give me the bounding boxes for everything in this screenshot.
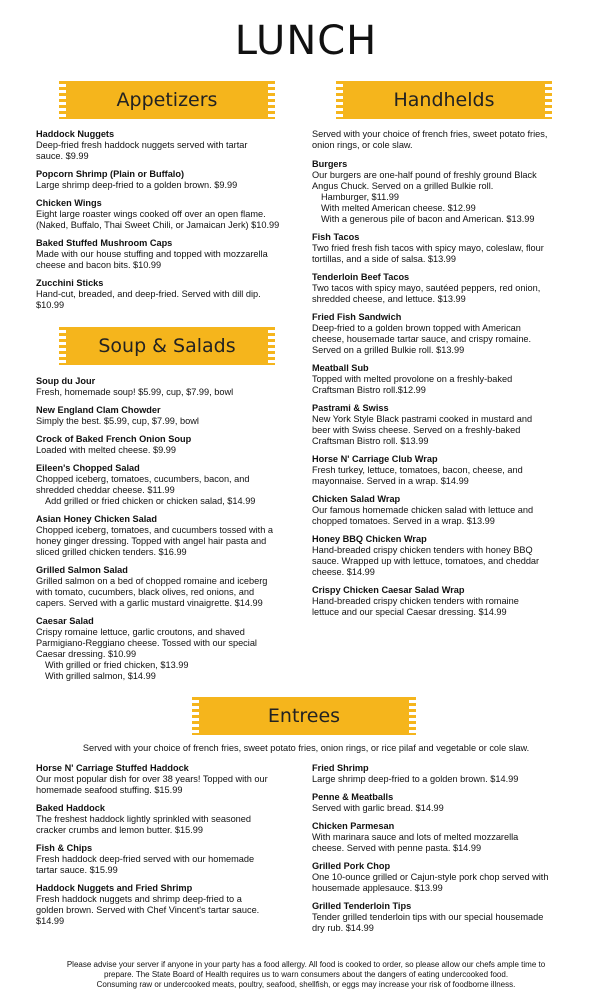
menu-item-description: Our famous homemade chicken salad with lettuce and	[312, 505, 534, 515]
menu-item-description: Fresh turkey, lettuce, tomatoes, bacon, cheese, and	[312, 465, 523, 475]
menu-item-description: Fresh, homemade soup! $5.99, cup, $7.99, bowl	[36, 387, 234, 397]
handhelds-intro	[312, 129, 584, 151]
menu-item-description: Large shrimp deep-fried to a golden brown. $14.99	[312, 774, 519, 784]
menu-item-description: Caesar dressing. $10.99	[36, 649, 137, 659]
menu-item-name: Fried Shrimp	[312, 763, 369, 773]
menu-item-name: Crispy Chicken Caesar Salad Wrap	[312, 585, 465, 595]
menu-item	[36, 514, 304, 558]
menu-item-description: cheese and bacon bits. $10.99	[36, 260, 162, 270]
menu-item-description: Served on a grilled Bulkie roll. $13.99	[312, 345, 465, 355]
menu-item	[312, 494, 584, 527]
menu-item	[312, 534, 584, 578]
soups-banner	[66, 327, 268, 365]
menu-item	[36, 278, 304, 311]
menu-item-description: Hand-breaded crispy chicken tenders with honey BBQ	[312, 545, 533, 555]
menu-item-name: Caesar Salad	[36, 616, 94, 626]
menu-item-description: honey ginger dressing. Topped with angel hair pasta and	[36, 536, 267, 546]
menu-item-description: Chopped iceberg, tomatoes, and cucumbers tossed with a	[36, 525, 273, 535]
menu-item	[36, 434, 304, 456]
menu-item	[36, 843, 304, 876]
menu-item	[36, 565, 304, 609]
appetizers-banner	[66, 81, 268, 119]
menu-item-description: cheese, housemade tartar sauce, and crispy romaine.	[312, 334, 532, 344]
menu-item-name: Chicken Parmesan	[312, 821, 395, 831]
menu-item-option: Add grilled or fried chicken or chicken salad, $14.99	[45, 496, 256, 506]
menu-item-description: Craftsman Bistro roll. $13.99	[312, 436, 429, 446]
menu-item-name: Crock of Baked French Onion Soup	[36, 434, 192, 444]
menu-item-name: Haddock Nuggets and Fried Shrimp	[36, 883, 193, 893]
menu-item-description: Hand-cut, breaded, and deep-fried. Served with dill dip.	[36, 289, 261, 299]
menu-item-description: Eight large roaster wings cooked off over an open flame.	[36, 209, 266, 219]
menu-item	[312, 159, 584, 225]
menu-item-name: Tenderloin Beef Tacos	[312, 272, 410, 282]
menu-item-description: Angus Chuck. Served on a grilled Bulkie roll.	[312, 181, 494, 191]
menu-item-description: capers. Served with a garlic mustard vinaigrette. $14.99	[36, 598, 263, 608]
menu-item-description: With marinara sauce and lots of melted mozzarella	[312, 832, 519, 842]
footer-line: Consuming raw or undercooked meats, poultry, seafood, shellfish, or eggs may increase your risk of foodborne illness.	[96, 980, 516, 989]
menu-item-name: Baked Stuffed Mushroom Caps	[36, 238, 173, 248]
menu-item-name: Horse N' Carriage Stuffed Haddock	[36, 763, 189, 773]
appetizers-list	[36, 129, 304, 318]
menu-item	[36, 763, 304, 796]
menu-item	[36, 463, 304, 507]
menu-item-description: Our burgers are one-half pound of freshly ground Black	[312, 170, 537, 180]
menu-item-description: sliced grilled chicken tenders. $16.99	[36, 547, 187, 557]
menu-item-description: Our most popular dish for over 38 years! Topped with our	[36, 774, 268, 784]
menu-item	[36, 616, 304, 682]
menu-item	[312, 763, 584, 785]
menu-item-description: homemade seafood stuffing. $15.99	[36, 785, 183, 795]
menu-item	[36, 198, 304, 231]
menu-item	[312, 585, 584, 618]
menu-item	[36, 883, 304, 927]
menu-item-name: Honey BBQ Chicken Wrap	[312, 534, 427, 544]
soups-list	[36, 376, 304, 689]
menu-item-name: Burgers	[312, 159, 348, 169]
menu-item-description: Two fried fresh fish tacos with spicy mayo, coleslaw, flour	[312, 243, 544, 253]
menu-item-description: Fresh haddock deep-fried served with our homemade	[36, 854, 255, 864]
menu-item-name: Chicken Wings	[36, 198, 102, 208]
menu-item	[312, 821, 584, 854]
menu-item-description: sauce. Wrapped up with lettuce, tomatoes, and cheddar	[312, 556, 540, 566]
menu-item-description: Topped with melted provolone on a freshly-baked	[312, 374, 513, 384]
menu-item-description: The freshest haddock lightly sprinkled with seasoned	[36, 814, 252, 824]
menu-item-name: Grilled Salmon Salad	[36, 565, 128, 575]
menu-item-name: Eileen's Chopped Salad	[36, 463, 140, 473]
menu-item	[36, 169, 304, 191]
menu-item-description: Hand-breaded crispy chicken tenders with romaine	[312, 596, 519, 606]
menu-item-name: Penne & Meatballs	[312, 792, 394, 802]
menu-item-description: cracker crumbs and lemon butter. $15.99	[36, 825, 203, 835]
menu-item-description: Chopped iceberg, tomatoes, cucumbers, bacon, and	[36, 474, 250, 484]
menu-item-description: shredded cheddar cheese. $11.99	[36, 485, 175, 495]
menu-item-name: Baked Haddock	[36, 803, 105, 813]
entrees-right-list	[312, 763, 584, 941]
menu-item-description: Large shrimp deep-fried to a golden brown. $9.99	[36, 180, 238, 190]
menu-item-description: chopped tomatoes. Served in a wrap. $13.99	[312, 516, 495, 526]
menu-item-description: Served with garlic bread. $14.99	[312, 803, 444, 813]
menu-item-name: Grilled Tenderloin Tips	[312, 901, 412, 911]
menu-item-name: Horse N' Carriage Club Wrap	[312, 454, 438, 464]
menu-item-name: Fish Tacos	[312, 232, 360, 242]
menu-item-name: New England Clam Chowder	[36, 405, 161, 415]
menu-item-description: Loaded with melted cheese. $9.99	[36, 445, 176, 455]
menu-item	[36, 803, 304, 836]
entrees-heading: Entrees	[267, 705, 341, 727]
menu-item-option: With grilled or fried chicken, $13.99	[45, 660, 189, 670]
menu-item-name: Pastrami & Swiss	[312, 403, 389, 413]
menu-item-name: Haddock Nuggets	[36, 129, 115, 139]
entrees-left-list	[36, 763, 304, 934]
menu-item	[312, 792, 584, 814]
entrees-banner	[199, 697, 409, 735]
appetizers-heading: Appetizers	[116, 89, 218, 111]
handhelds-heading: Handhelds	[393, 89, 495, 111]
menu-item-description: tartar sauce. $15.99	[36, 865, 118, 875]
menu-item-description: Two tacos with spicy mayo, sautéed peppers, red onion,	[312, 283, 541, 293]
menu-item-description: One 10-ounce grilled or Cajun-style pork chop served with	[312, 872, 549, 882]
menu-item-description: New York Style Black pastrami cooked in mustard and	[312, 414, 533, 424]
menu-item-description: Deep-fried fresh haddock nuggets served with tartar	[36, 140, 248, 150]
menu-item-option: With grilled salmon, $14.99	[45, 671, 156, 681]
menu-item-description: golden brown. Served with Chef Vincent's tartar sauce.	[36, 905, 260, 915]
menu-item-description: lettuce and our special Caesar dressing. $14.99	[312, 607, 507, 617]
menu-item	[36, 238, 304, 271]
menu-item-description: tortillas, and a side of salsa. $13.99	[312, 254, 457, 264]
menu-item-description: sauce. $9.99	[36, 151, 89, 161]
menu-item-name: Fish & Chips	[36, 843, 93, 853]
menu-item	[312, 363, 584, 396]
menu-item	[36, 405, 304, 427]
menu-item-name: Fried Fish Sandwich	[312, 312, 402, 322]
menu-item	[312, 272, 584, 305]
menu-item-description: Crispy romaine lettuce, garlic croutons, and shaved	[36, 627, 245, 637]
handhelds-intro-line: Served with your choice of french fries, sweet potato fries,	[312, 129, 548, 139]
menu-item-description: Deep-fried to a golden brown topped with American	[312, 323, 521, 333]
menu-item-name: Asian Honey Chicken Salad	[36, 514, 158, 524]
handhelds-list	[312, 129, 584, 625]
menu-item	[36, 376, 304, 398]
menu-item-description: (Naked, Buffalo, Thai Sweet Chili, or Jamaican Jerk) $10.99	[36, 220, 280, 230]
menu-item-description: Made with our house stuffing and topped with mozzarella	[36, 249, 268, 259]
menu-item-description: beer with Swiss cheese. Served on a freshly-baked	[312, 425, 521, 435]
menu-item-name: Zucchini Sticks	[36, 278, 104, 288]
allergy-footer	[30, 960, 582, 990]
menu-item	[36, 129, 304, 162]
menu-item	[312, 403, 584, 447]
menu-item-description: cheese. Served with penne pasta. $14.99	[312, 843, 482, 853]
menu-item-name: Soup du Jour	[36, 376, 96, 386]
menu-item	[312, 232, 584, 265]
menu-item-name: Grilled Pork Chop	[312, 861, 391, 871]
footer-line: prepare. The State Board of Health requires us to warn consumers about the dangers of eating undercooked food.	[103, 970, 509, 979]
menu-item-name: Popcorn Shrimp (Plain or Buffalo)	[36, 169, 185, 179]
menu-item-description: mayonnaise. Served in a wrap. $14.99	[312, 476, 469, 486]
menu-item-name: Meatball Sub	[312, 363, 369, 373]
menu-item-option: With melted American cheese. $12.99	[321, 203, 476, 213]
menu-item-option: Hamburger, $11.99	[321, 192, 399, 202]
entrees-intro: Served with your choice of french fries, sweet potato fries, onion rings, or rice pilaf and vegetable or cole slaw.	[82, 743, 530, 753]
handhelds-intro-line: onion rings, or cole slaw.	[312, 140, 413, 150]
menu-item-description: cheese. $14.99	[312, 567, 375, 577]
menu-item-description: Tender grilled tenderloin tips with our special housemade	[312, 912, 544, 922]
menu-item	[312, 454, 584, 487]
menu-item-description: Craftsman Bistro roll.$12.99	[312, 385, 426, 395]
handhelds-banner	[343, 81, 545, 119]
footer-line: Please advise your server if anyone in your party has a food allergy. All food is cooked to order, so please allow our chefs ample time to	[66, 960, 546, 969]
menu-item-description: $14.99	[36, 916, 65, 926]
menu-item-name: Chicken Salad Wrap	[312, 494, 401, 504]
menu-item	[312, 312, 584, 356]
menu-item-description: shredded cheese, and lettuce. $13.99	[312, 294, 466, 304]
menu-item-description: dry rub. $14.99	[312, 923, 374, 933]
menu-item-description: with tomato, cucumbers, black olives, red onions, and	[36, 587, 255, 597]
menu-item	[312, 861, 584, 894]
menu-item-description: $10.99	[36, 300, 65, 310]
menu-item-description: Grilled salmon on a bed of chopped romaine and iceberg	[36, 576, 268, 586]
menu-item-option: With a generous pile of bacon and American. $13.99	[321, 214, 535, 224]
soups-heading: Soup & Salads	[98, 335, 236, 357]
menu-item	[312, 901, 584, 934]
menu-item-description: Parmigiano-Reggiano cheese. Tossed with our special	[36, 638, 257, 648]
menu-item-description: Fresh haddock nuggets and shrimp deep-fried to a	[36, 894, 242, 904]
menu-item-description: housemade applesauce. $13.99	[312, 883, 443, 893]
menu-item-description: Simply the best. $5.99, cup, $7.99, bowl	[36, 416, 199, 426]
page-title: LUNCH	[234, 18, 378, 64]
